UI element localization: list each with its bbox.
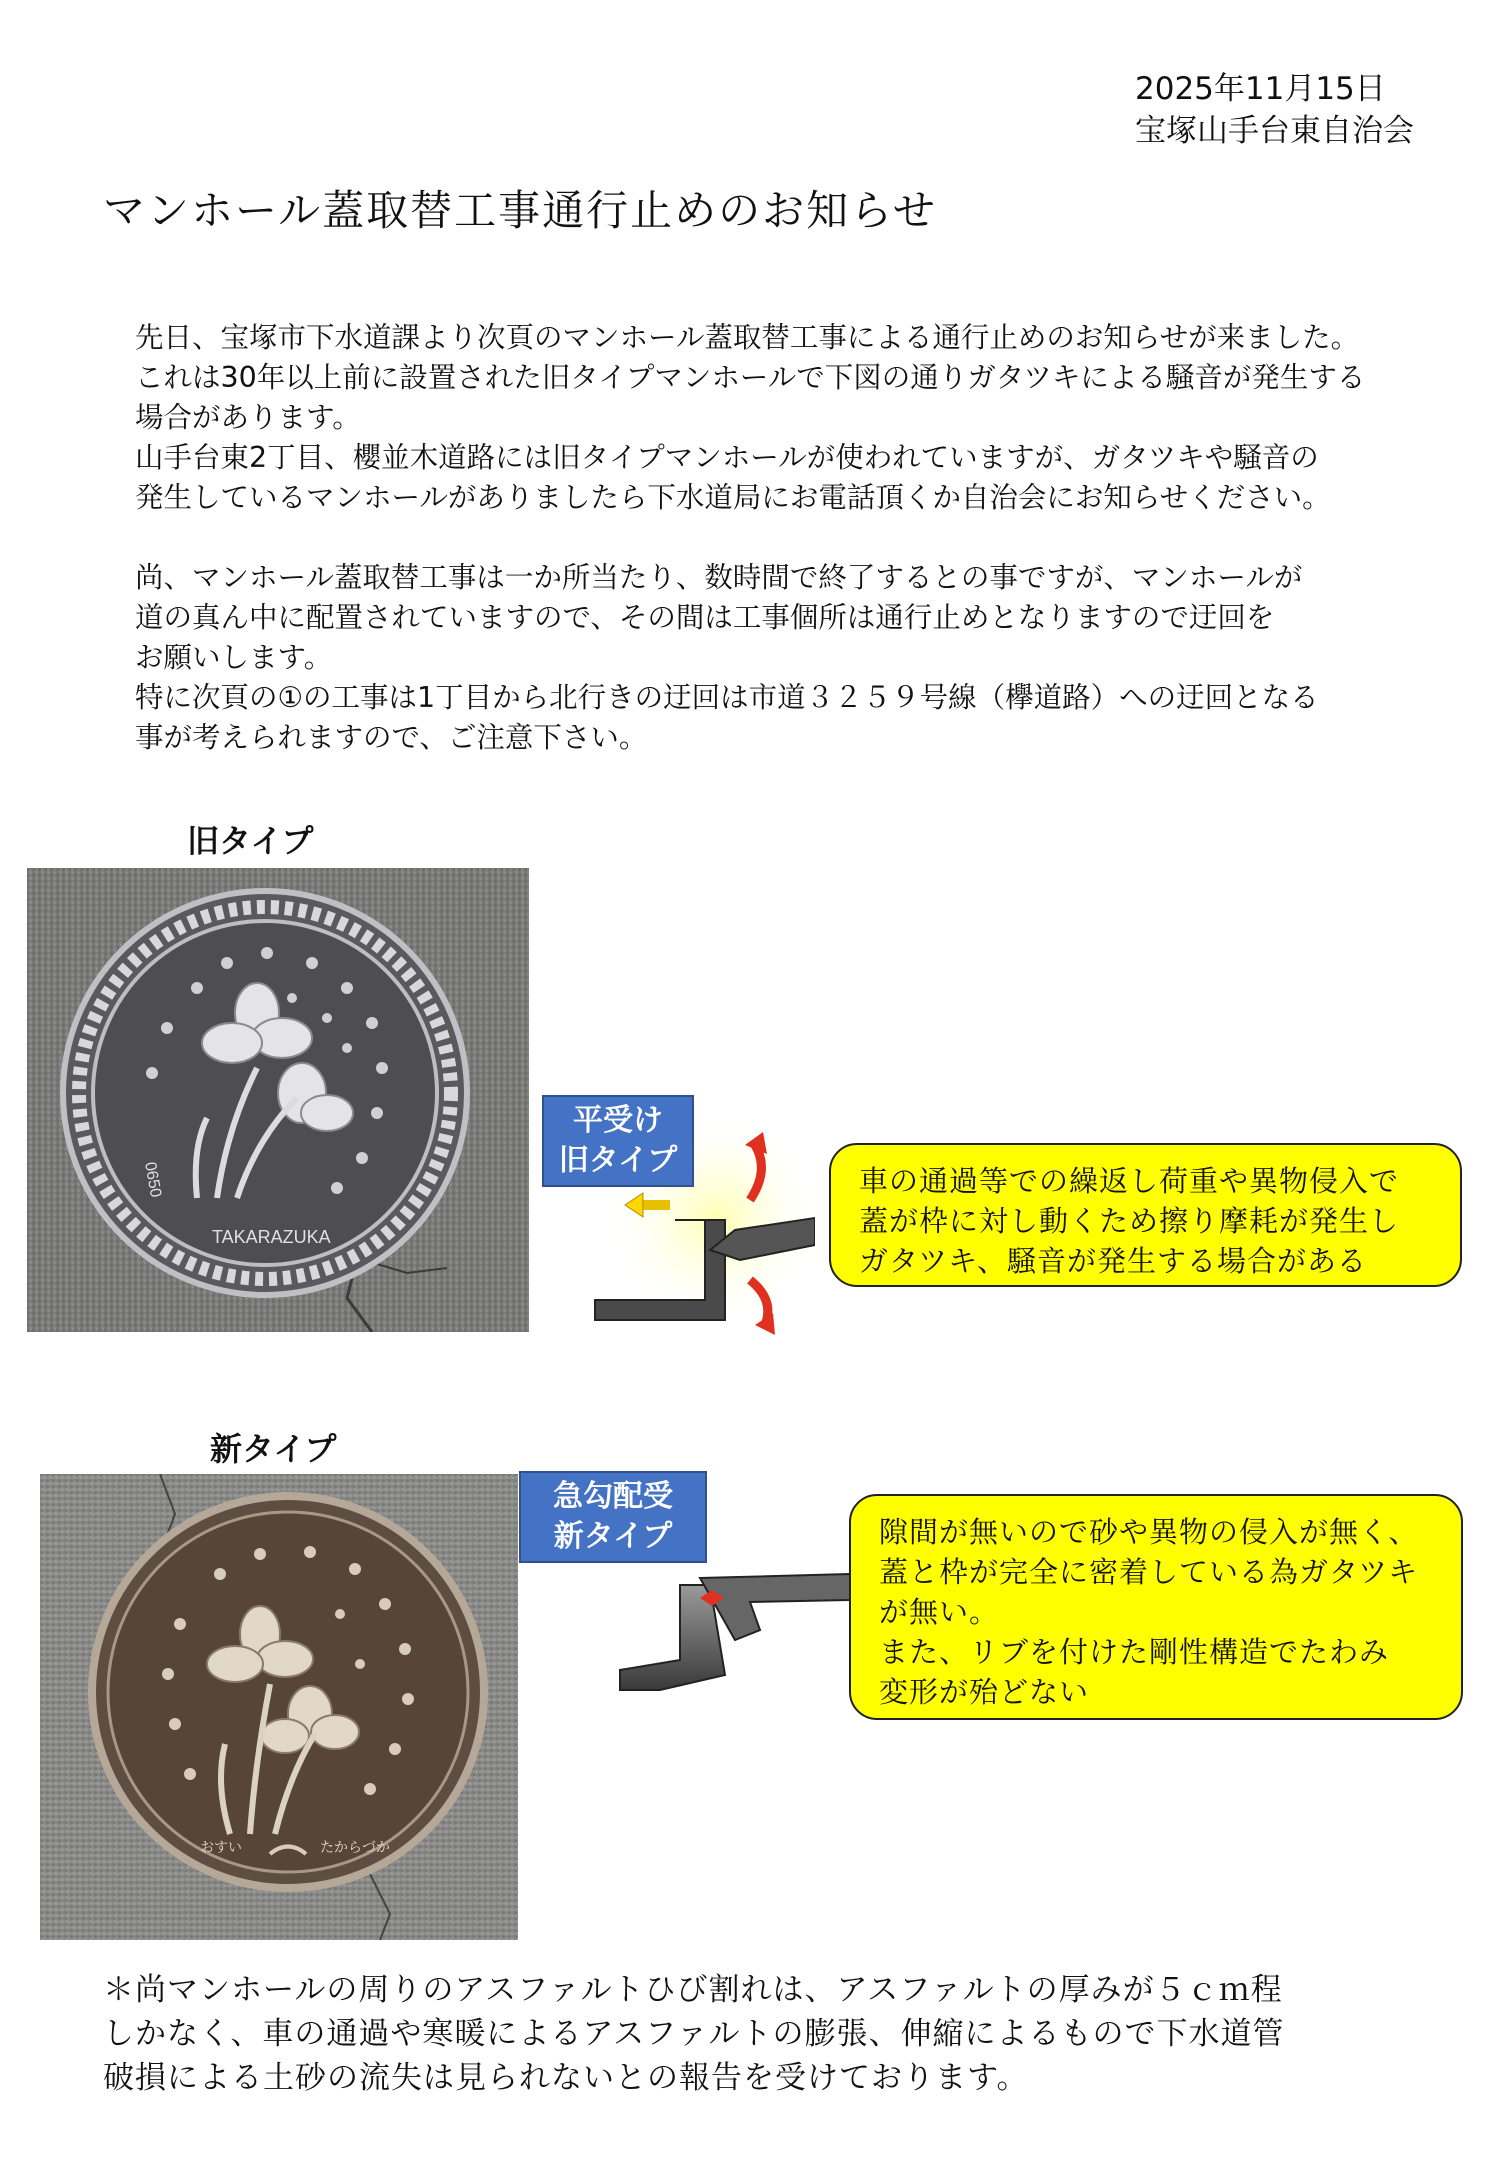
body-line: 特に次頁の①の工事は1丁目から北行きの迂回は市道３２５９号線（欅道路）への迂回となる	[135, 681, 1319, 714]
callout-line: ガタツキ、騒音が発生する場合がある	[859, 1244, 1367, 1278]
old-label-line2: 旧タイプ	[558, 1143, 678, 1178]
callout-line: 変形が殆どない	[879, 1675, 1090, 1709]
new-manhole-photo	[40, 1474, 518, 1940]
callout-line: 車の通過等での繰返し荷重や異物侵入で	[859, 1164, 1400, 1198]
paragraph-gap	[135, 518, 1475, 558]
old-type-label: 旧タイプ	[187, 822, 314, 860]
body-line: 場合があります。	[135, 401, 361, 434]
body-line: 山手台東2丁目、櫻並木道路には旧タイプマンホールが使われていますが、ガタツキや騒音の	[135, 441, 1319, 474]
page-title: マンホール蓋取替工事通行止めのお知らせ	[103, 186, 937, 235]
new-type-diagram-label	[519, 1471, 707, 1563]
old-type-diagram-label	[542, 1095, 694, 1187]
footnote	[103, 1968, 1285, 2100]
new-type-label: 新タイプ	[210, 1430, 337, 1468]
new-photo-right-text: たからづか	[320, 1840, 390, 1856]
old-label-line1: 平受け	[573, 1103, 663, 1138]
callout-line: が無い。	[879, 1595, 1000, 1629]
callout-line: 蓋と枠が完全に密着している為ガタツキ	[879, 1555, 1419, 1589]
old-photo-text: TAKARAZUKA	[212, 1227, 331, 1247]
body-line: 先日、宝塚市下水道課より次頁のマンホール蓋取替工事による通行止めのお知らせが来ました。	[135, 321, 1360, 354]
new-photo-left-text: おすい	[200, 1840, 242, 1856]
old-photo-side-text: 0650	[141, 1160, 164, 1199]
new-type-diagram	[600, 1560, 850, 1710]
callout-line: また、リブを付けた剛性構造でたわみ	[879, 1635, 1390, 1669]
body-line: 道の真ん中に配置されていますので、その間は工事個所は通行止めとなりますので迂回を	[135, 601, 1275, 634]
callout-line: 蓋が枠に対し動くため擦り摩耗が発生し	[859, 1204, 1400, 1238]
new-label-line1: 急勾配受	[553, 1479, 673, 1514]
old-manhole-photo	[27, 868, 529, 1332]
new-type-callout	[849, 1494, 1463, 1720]
callout-line: 隙間が無いので砂や異物の侵入が無く、	[879, 1515, 1419, 1549]
footnote-line: 破損による土砂の流失は見られないとの報告を受けております。	[103, 2060, 1029, 2096]
header-block	[1135, 68, 1414, 152]
body-line: 事が考えられますので、ご注意下さい。	[135, 721, 648, 754]
body-line: お願いします。	[135, 641, 333, 674]
organization-name: 宝塚山手台東自治会	[1135, 113, 1414, 149]
body-line: 発生しているマンホールがありましたら下水道局にお電話頂くか自治会にお知らせください。	[135, 481, 1331, 514]
body-line: 尚、マンホール蓋取替工事は一か所当たり、数時間で終了するとの事ですが、マンホールが	[135, 561, 1303, 594]
notice-date: 2025年11月15日	[1135, 71, 1386, 107]
new-label-line2: 新タイプ	[553, 1519, 673, 1554]
body-line: これは30年以上前に設置された旧タイプマンホールで下図の通りガタツキによる騒音が発生する	[135, 361, 1366, 394]
footnote-line: ＊尚マンホールの周りのアスファルトひび割れは、アスファルトの厚みが５ｃｍ程	[103, 1972, 1283, 2008]
old-type-callout	[829, 1143, 1462, 1287]
footnote-line: しかなく、車の通過や寒暖によるアスファルトの膨張、伸縮によるもので下水道管	[103, 2016, 1285, 2052]
notice-body	[135, 318, 1475, 758]
